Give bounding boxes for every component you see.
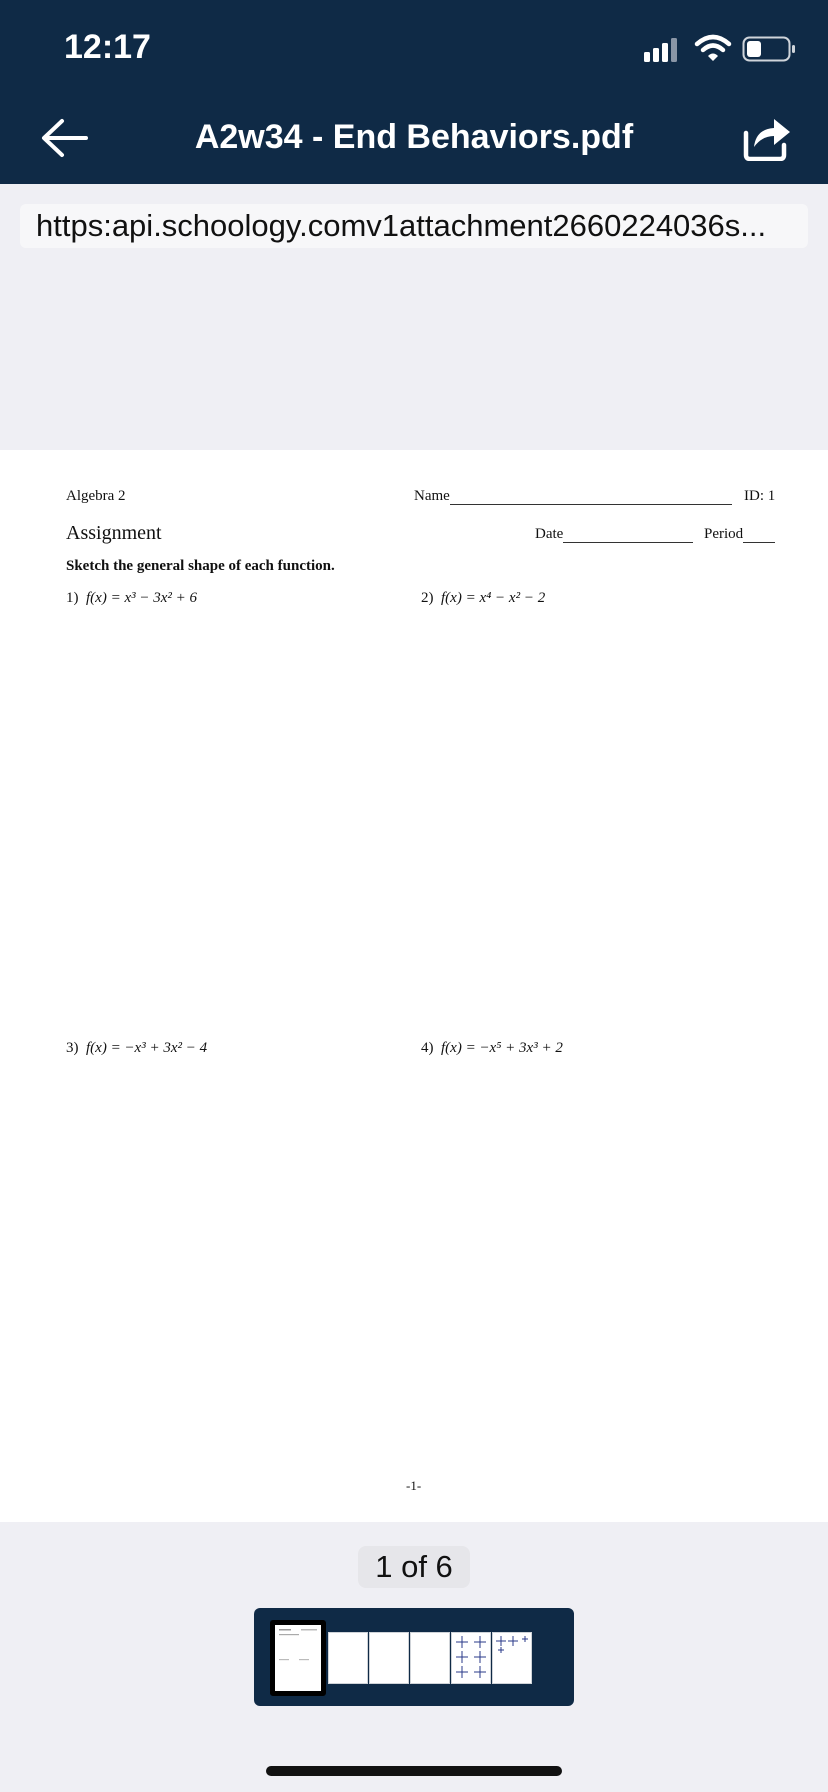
thumbnail-graphs-preview [493, 1633, 531, 1683]
status-time: 12:17 [64, 28, 151, 66]
problem-number: 4) [421, 1040, 434, 1056]
share-button[interactable] [738, 112, 794, 164]
problem-3 [66, 1040, 207, 1057]
top-bar [0, 0, 828, 184]
problem-number: 1) [66, 590, 79, 606]
problem-number: 2) [421, 590, 434, 606]
period-field [704, 526, 775, 543]
back-arrow-icon [40, 118, 88, 158]
course-label: Algebra 2 [66, 488, 126, 504]
page-title: A2w34 - End Behaviors.pdf [194, 118, 634, 156]
pdf-page [0, 450, 828, 1522]
problem-number: 3) [66, 1040, 79, 1056]
document-url[interactable]: https:api.schoology.comv1attachment2660224036s... [20, 204, 808, 248]
name-label: Name [414, 488, 450, 504]
back-button[interactable] [34, 108, 94, 168]
thumbnail-page-6[interactable] [492, 1632, 532, 1684]
period-label: Period [704, 526, 744, 542]
name-field [414, 488, 732, 505]
assignment-heading: Assignment [66, 522, 162, 544]
problem-function: f(x) = −x⁵ + 3x³ + 2 [441, 1040, 563, 1056]
thumbnail-page-4[interactable] [410, 1632, 450, 1684]
battery-icon [742, 36, 796, 62]
thumbnail-page-1[interactable] [270, 1620, 326, 1696]
problem-1 [66, 590, 197, 607]
date-field [535, 526, 693, 543]
date-label: Date [535, 526, 564, 542]
thumbnail-preview [275, 1625, 321, 1691]
cellular-signal-icon [644, 38, 680, 62]
page-thumbnail-strip[interactable] [254, 1608, 574, 1706]
thumbnail-page-2[interactable] [328, 1632, 368, 1684]
thumbnail-page-5[interactable] [451, 1632, 491, 1684]
problem-4 [421, 1040, 563, 1057]
thumbnail-page-3[interactable] [369, 1632, 409, 1684]
problem-function: f(x) = x⁴ − x² − 2 [441, 590, 546, 606]
thumbnail-graphs-preview [452, 1633, 490, 1683]
problem-2 [421, 590, 545, 607]
instructions: Sketch the general shape of each function. [66, 558, 335, 574]
page-footer-number: -1- [406, 1478, 422, 1493]
id-label: ID: 1 [744, 488, 776, 504]
problem-function: f(x) = x³ − 3x² + 6 [86, 590, 197, 606]
home-indicator[interactable] [266, 1766, 562, 1776]
page-indicator: 1 of 6 [358, 1546, 470, 1588]
problem-function: f(x) = −x³ + 3x² − 4 [86, 1040, 208, 1056]
share-icon [740, 115, 792, 161]
wifi-icon [694, 34, 732, 62]
